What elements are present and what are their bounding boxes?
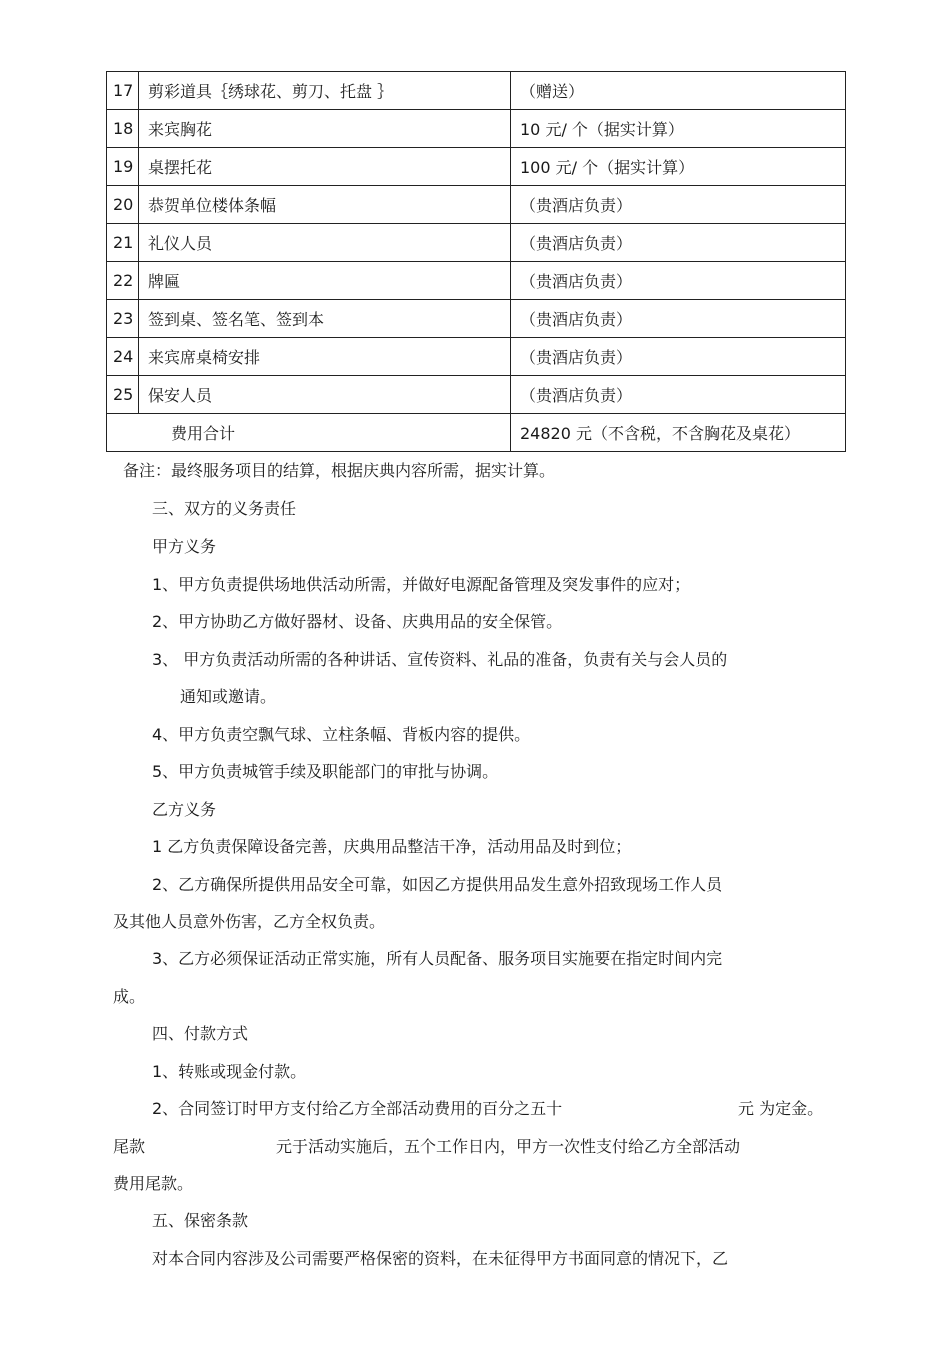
- table-row: [107, 148, 846, 186]
- table-row: [107, 72, 846, 110]
- row-item: 牌匾: [139, 262, 511, 300]
- row-item: 礼仪人员: [139, 224, 511, 262]
- row-item: 保安人员: [139, 376, 511, 414]
- table-row: [107, 224, 846, 262]
- party-a-duty-5: 5、甲方负责城管手续及职能部门的审批与协调。: [152, 762, 499, 781]
- party-b-duty-3: 3、乙方必须保证活动正常实施，所有人员配备、服务项目实施要在指定时间内完: [152, 949, 723, 968]
- row-item: 剪彩道具｛绣球花、剪刀、托盘 ｝: [139, 72, 511, 110]
- row-number: 19: [107, 148, 139, 186]
- total-value: 24820 元（不含税，不含胸花及桌花）: [511, 414, 846, 452]
- row-price: （贵酒店负责）: [511, 186, 846, 224]
- row-number: 22: [107, 262, 139, 300]
- payment-deposit-suffix: 元 为定金。: [738, 1099, 824, 1118]
- confidentiality-text: 对本合同内容涉及公司需要严格保密的资料，在未征得甲方书面同意的情况下，乙: [152, 1249, 729, 1268]
- note-text: 备注：最终服务项目的结算，根据庆典内容所需，据实计算。: [123, 461, 556, 480]
- party-a-duty-3-cont: 通知或邀请。: [180, 687, 277, 706]
- party-a-duty-3: 3、 甲方负责活动所需的各种讲话、宣传资料、礼品的准备，负责有关与会人员的: [152, 650, 728, 669]
- payment-item-2: 2、合同签订时甲方支付给乙方全部活动费用的百分之五十: [152, 1099, 563, 1118]
- row-item: 桌摆托花: [139, 148, 511, 186]
- section-4-title: 四、付款方式: [152, 1024, 249, 1043]
- party-a-title: 甲方义务: [152, 537, 217, 556]
- party-b-duty-2: 2、乙方确保所提供用品安全可靠，如因乙方提供用品发生意外招致现场工作人员: [152, 875, 723, 894]
- row-number: 20: [107, 186, 139, 224]
- party-a-duty-4: 4、甲方负责空飘气球、立柱条幅、背板内容的提供。: [152, 725, 531, 744]
- payment-item-1: 1、转账或现金付款。: [152, 1062, 307, 1081]
- row-number: 21: [107, 224, 139, 262]
- row-price: （贵酒店负责）: [511, 376, 846, 414]
- table-row: [107, 376, 846, 414]
- row-item: 来宾席桌椅安排: [139, 338, 511, 376]
- row-item: 来宾胸花: [139, 110, 511, 148]
- section-5-title: 五、保密条款: [152, 1211, 249, 1230]
- row-price: （贵酒店负责）: [511, 300, 846, 338]
- row-price: （贵酒店负责）: [511, 262, 846, 300]
- party-b-duty-3-cont: 成。: [113, 987, 146, 1006]
- payment-balance-cont: 费用尾款。: [113, 1174, 194, 1193]
- row-price: 100 元/ 个（据实计算）: [511, 148, 846, 186]
- row-number: 23: [107, 300, 139, 338]
- row-number: 17: [107, 72, 139, 110]
- total-row: [107, 414, 846, 452]
- section-3-title: 三、双方的义务责任: [152, 499, 297, 518]
- table-row: [107, 300, 846, 338]
- row-item: 恭贺单位楼体条幅: [139, 186, 511, 224]
- service-items-table: [106, 71, 846, 452]
- row-price: （贵酒店负责）: [511, 338, 846, 376]
- table-row: [107, 338, 846, 376]
- table-row: [107, 262, 846, 300]
- payment-balance-text: 元于活动实施后，五个工作日内，甲方一次性支付给乙方全部活动: [276, 1137, 741, 1156]
- payment-balance-label: 尾款: [113, 1137, 146, 1156]
- row-price: 10 元/ 个（据实计算）: [511, 110, 846, 148]
- row-number: 18: [107, 110, 139, 148]
- row-number: 25: [107, 376, 139, 414]
- row-price: （赠送）: [511, 72, 846, 110]
- total-label: 费用合计: [107, 414, 511, 452]
- row-number: 24: [107, 338, 139, 376]
- party-b-duty-2-cont: 及其他人员意外伤害，乙方全权负责。: [113, 912, 386, 931]
- row-item: 签到桌、签名笔、签到本: [139, 300, 511, 338]
- row-price: （贵酒店负责）: [511, 224, 846, 262]
- party-b-duty-1: 1 乙方负责保障设备完善，庆典用品整洁干净，活动用品及时到位；: [152, 837, 632, 856]
- party-b-title: 乙方义务: [152, 800, 217, 819]
- party-a-duty-1: 1、甲方负责提供场地供活动所需，并做好电源配备管理及突发事件的应对；: [152, 575, 691, 594]
- items-table-body: [107, 72, 846, 452]
- table-row: [107, 110, 846, 148]
- table-row: [107, 186, 846, 224]
- party-a-duty-2: 2、甲方协助乙方做好器材、设备、庆典用品的安全保管。: [152, 612, 563, 631]
